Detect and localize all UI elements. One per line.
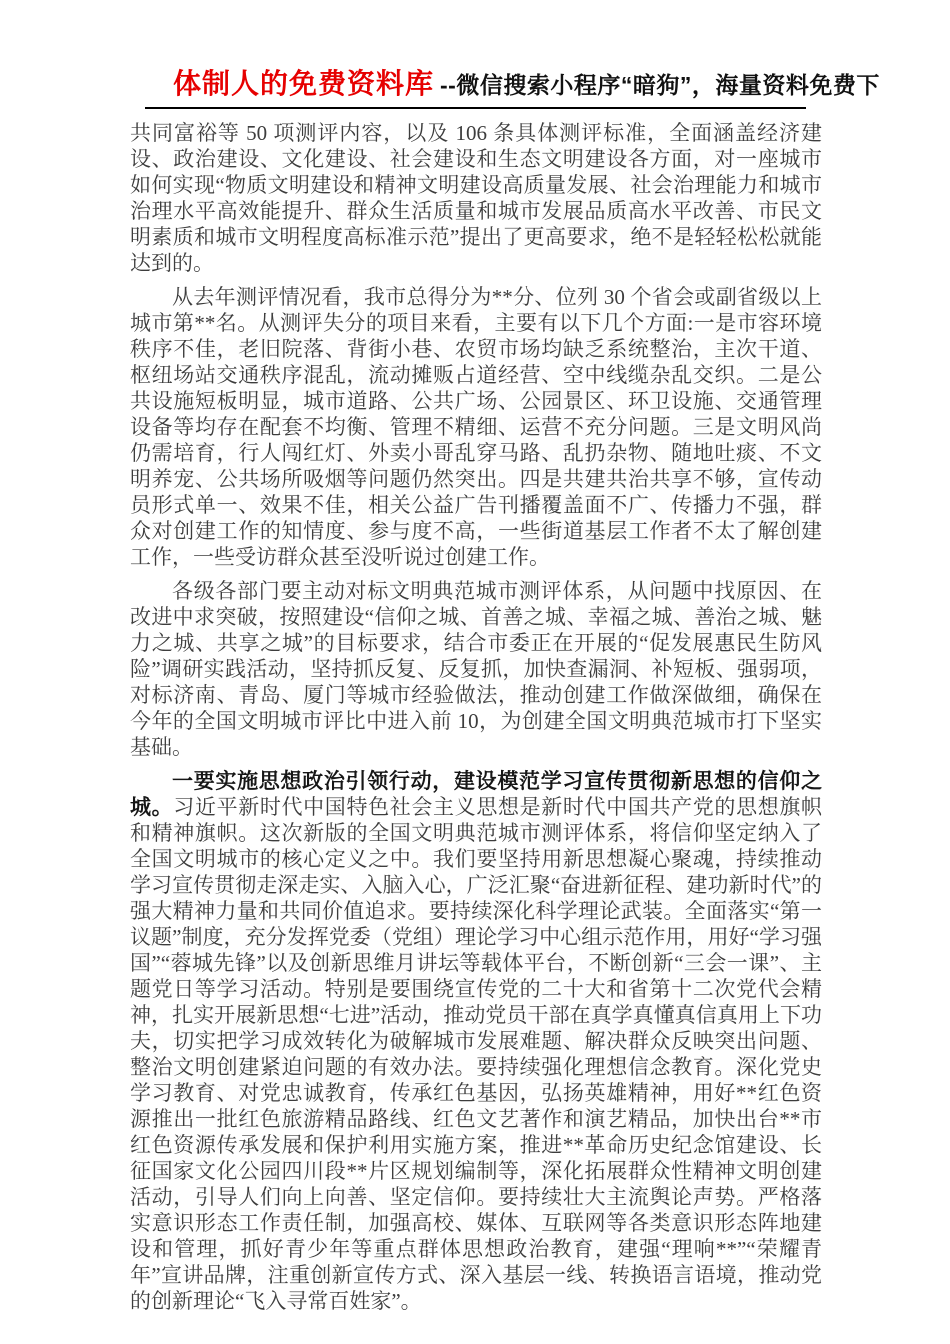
- header-banner: [145, 62, 880, 109]
- document-body: [130, 120, 822, 1322]
- header-tagline: --微信搜索小程序“暗狗”，海量资料免费下: [440, 72, 880, 98]
- paragraph-4: [130, 768, 822, 1314]
- paragraph-3: 各级各部门要主动对标文明典范城市测评体系，从问题中找原因、在改进中求突破，按照建设“信仰之城、首善之城、幸福之城、善治之城、魅力之城、共享之城”的目标要求，结合市委正在开展的“促发展惠民生防风险”调研实践活动，坚持抓反复、反复抓，加快查漏洞、补短板、强弱项，对标济南、青岛、厦门等城市经验做法，推动创建工作做深做细，确保在今年的全国文明城市评比中进入前 10，为创建全国文明典范城市打下坚实基础。: [130, 579, 822, 759]
- paragraph-2: 从去年测评情况看，我市总得分为**分、位列 30 个省会或副省级以上城市第**名。从测评失分的项目来看，主要有以下几个方面:一是市容环境秩序不佳，老旧院落、背街小巷、农贸市场均缺乏系统整治，主次干道、枢纽场站交通秩序混乱，流动摊贩占道经营、空中线缆杂乱交织。二是公共设施短板明显，城市道路、公共广场、公园景区、环卫设施、交通管理设备等均存在配套不均衡、管理不精细、运营不充分问题。三是文明风尚仍需培育，行人闯红灯、外卖小哥乱穿马路、乱扔杂物、随地吐痰、不文明养宠、公共场所吸烟等问题仍然突出。四是共建共治共享不够，宣传动员形式单一、效果不佳，相关公益广告刊播覆盖面不广、传播力不强，群众对创建工作的知情度、参与度不高，一些街道基层工作者不太了解创建工作，一些受访群众甚至没听说过创建工作。: [130, 285, 822, 569]
- brand-title: 体制人的免费资料库: [173, 68, 435, 99]
- paragraph-4-bold-lead: 一要实施思想政治引领行动，建设模范学习宣传贯彻新思想的信仰之城。: [130, 769, 822, 819]
- paragraph-1: 共同富裕等 50 项测评内容，以及 106 条具体测评标准，全面涵盖经济建设、政治建设、文化建设、社会建设和生态文明建设各方面，对一座城市如何实现“物质文明建设和精神文明建设高质量发展、社会治理能力和城市治理水平高效能提升、群众生活质量和城市发展品质高水平改善、市民文明素质和城市文明程度高标准示范”提出了更高要求，绝不是轻轻松松就能达到的。: [130, 121, 822, 275]
- paragraph-4-body: 习近平新时代中国特色社会主义思想是新时代中国共产党的思想旗帜和精神旗帜。这次新版的全国文明典范城市测评体系，将信仰坚定纳入了全国文明城市的核心定义之中。我们要坚持用新思想凝心聚魂，持续推动学习宣传贯彻走深走实、入脑入心，广泛汇聚“奋进新征程、建功新时代”的强大精神力量和共同价值追求。要持续深化科学理论武装。全面落实“第一议题”制度，充分发挥党委（党组）理论学习中心组示范作用，用好“学习强国”“蓉城先锋”以及创新思维月讲坛等载体平台，不断创新“三会一课”、主题党日等学习活动。特别是要围绕宣传党的二十大和省第十二次党代会精神，扎实开展新思想“七进”活动，推动党员干部在真学真懂真信真用上下功夫，切实把学习成效转化为破解城市发展难题、解决群众反映突出问题、整治文明创建紧迫问题的有效办法。要持续强化理想信念教育。深化党史学习教育、对党忠诚教育，传承红色基因，弘扬英雄精神，用好**红色资源推出一批红色旅游精品路线、红色文艺著作和演艺精品，加快出台**市红色资源传承发展和保护利用实施方案，推进**革命历史纪念馆建设、长征国家文化公园四川段**片区规划编制等，深化拓展群众性精神文明创建活动，引导人们向上向善、坚定信仰。要持续壮大主流舆论声势。严格落实意识形态工作责任制，加强高校、媒体、互联网等各类意识形态阵地建设和管理，抓好青少年等重点群体思想政治教育，建强“理响**”“荣耀青年”宣讲品牌，注重创新宣传方式、深入基层一线、转换语言语境，推动党的创新理论“飞入寻常百姓家”。: [130, 795, 823, 1313]
